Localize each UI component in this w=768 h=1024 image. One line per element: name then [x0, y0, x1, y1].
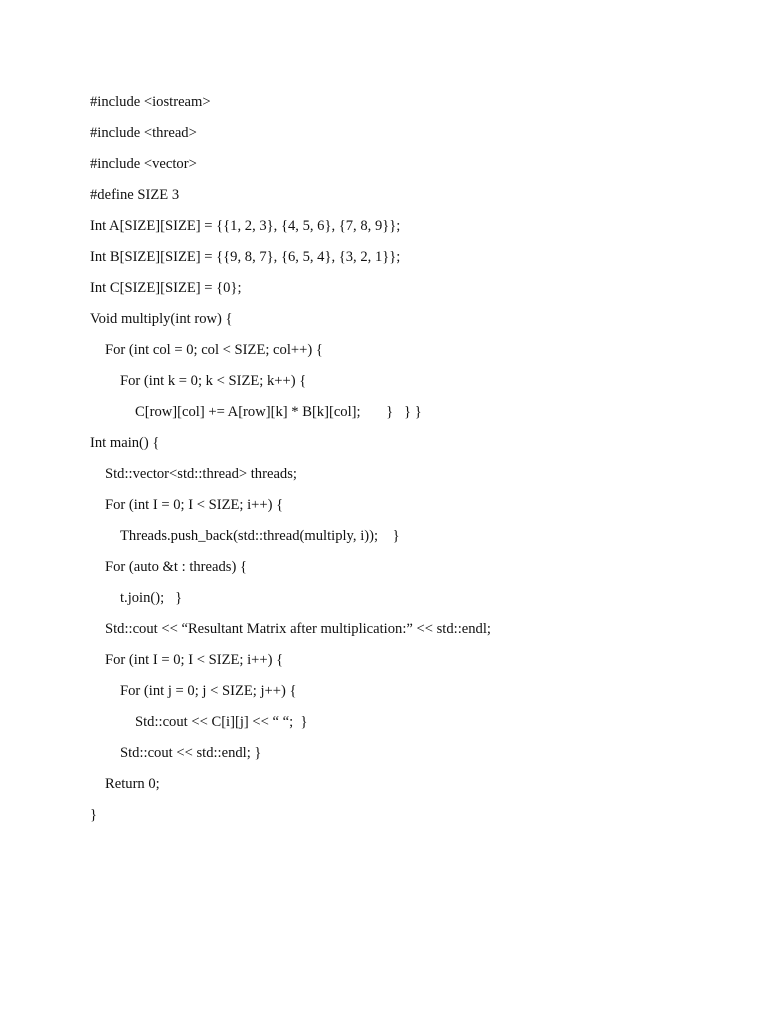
code-line: Std::vector<std::thread> threads;	[105, 466, 297, 482]
code-line: Return 0;	[105, 776, 160, 792]
code-line: Void multiply(int row) {	[90, 311, 233, 327]
code-line: #include <iostream>	[90, 94, 211, 110]
code-listing	[90, 92, 491, 836]
code-line: #define SIZE 3	[90, 187, 180, 203]
code-line: Int main() {	[90, 435, 160, 451]
code-line: For (auto &t : threads) {	[105, 559, 247, 575]
code-line: Std::cout << C[i][j] << “ “; }	[135, 714, 308, 730]
code-line: t.join(); }	[120, 590, 183, 606]
code-line: Std::cout << “Resultant Matrix after multiplication:” << std::endl;	[105, 621, 491, 637]
code-line: For (int I = 0; I < SIZE; i++) {	[105, 497, 284, 513]
code-line: #include <thread>	[90, 125, 197, 141]
code-line: #include <vector>	[90, 156, 197, 172]
code-line: Int C[SIZE][SIZE] = {0};	[90, 280, 242, 296]
code-line: For (int I = 0; I < SIZE; i++) {	[105, 652, 284, 668]
code-line: Int B[SIZE][SIZE] = {{9, 8, 7}, {6, 5, 4}, {3, 2, 1}};	[90, 249, 401, 265]
code-line: For (int j = 0; j < SIZE; j++) {	[120, 683, 297, 699]
code-line: Int A[SIZE][SIZE] = {{1, 2, 3}, {4, 5, 6}, {7, 8, 9}};	[90, 218, 401, 234]
code-line: For (int k = 0; k < SIZE; k++) {	[120, 373, 307, 389]
code-line: C[row][col] += A[row][k] * B[k][col]; } } }	[135, 404, 422, 420]
code-line: For (int col = 0; col < SIZE; col++) {	[105, 342, 323, 358]
code-line: Std::cout << std::endl; }	[120, 745, 262, 761]
code-line: }	[90, 807, 98, 823]
code-line: Threads.push_back(std::thread(multiply, i)); }	[120, 528, 400, 544]
